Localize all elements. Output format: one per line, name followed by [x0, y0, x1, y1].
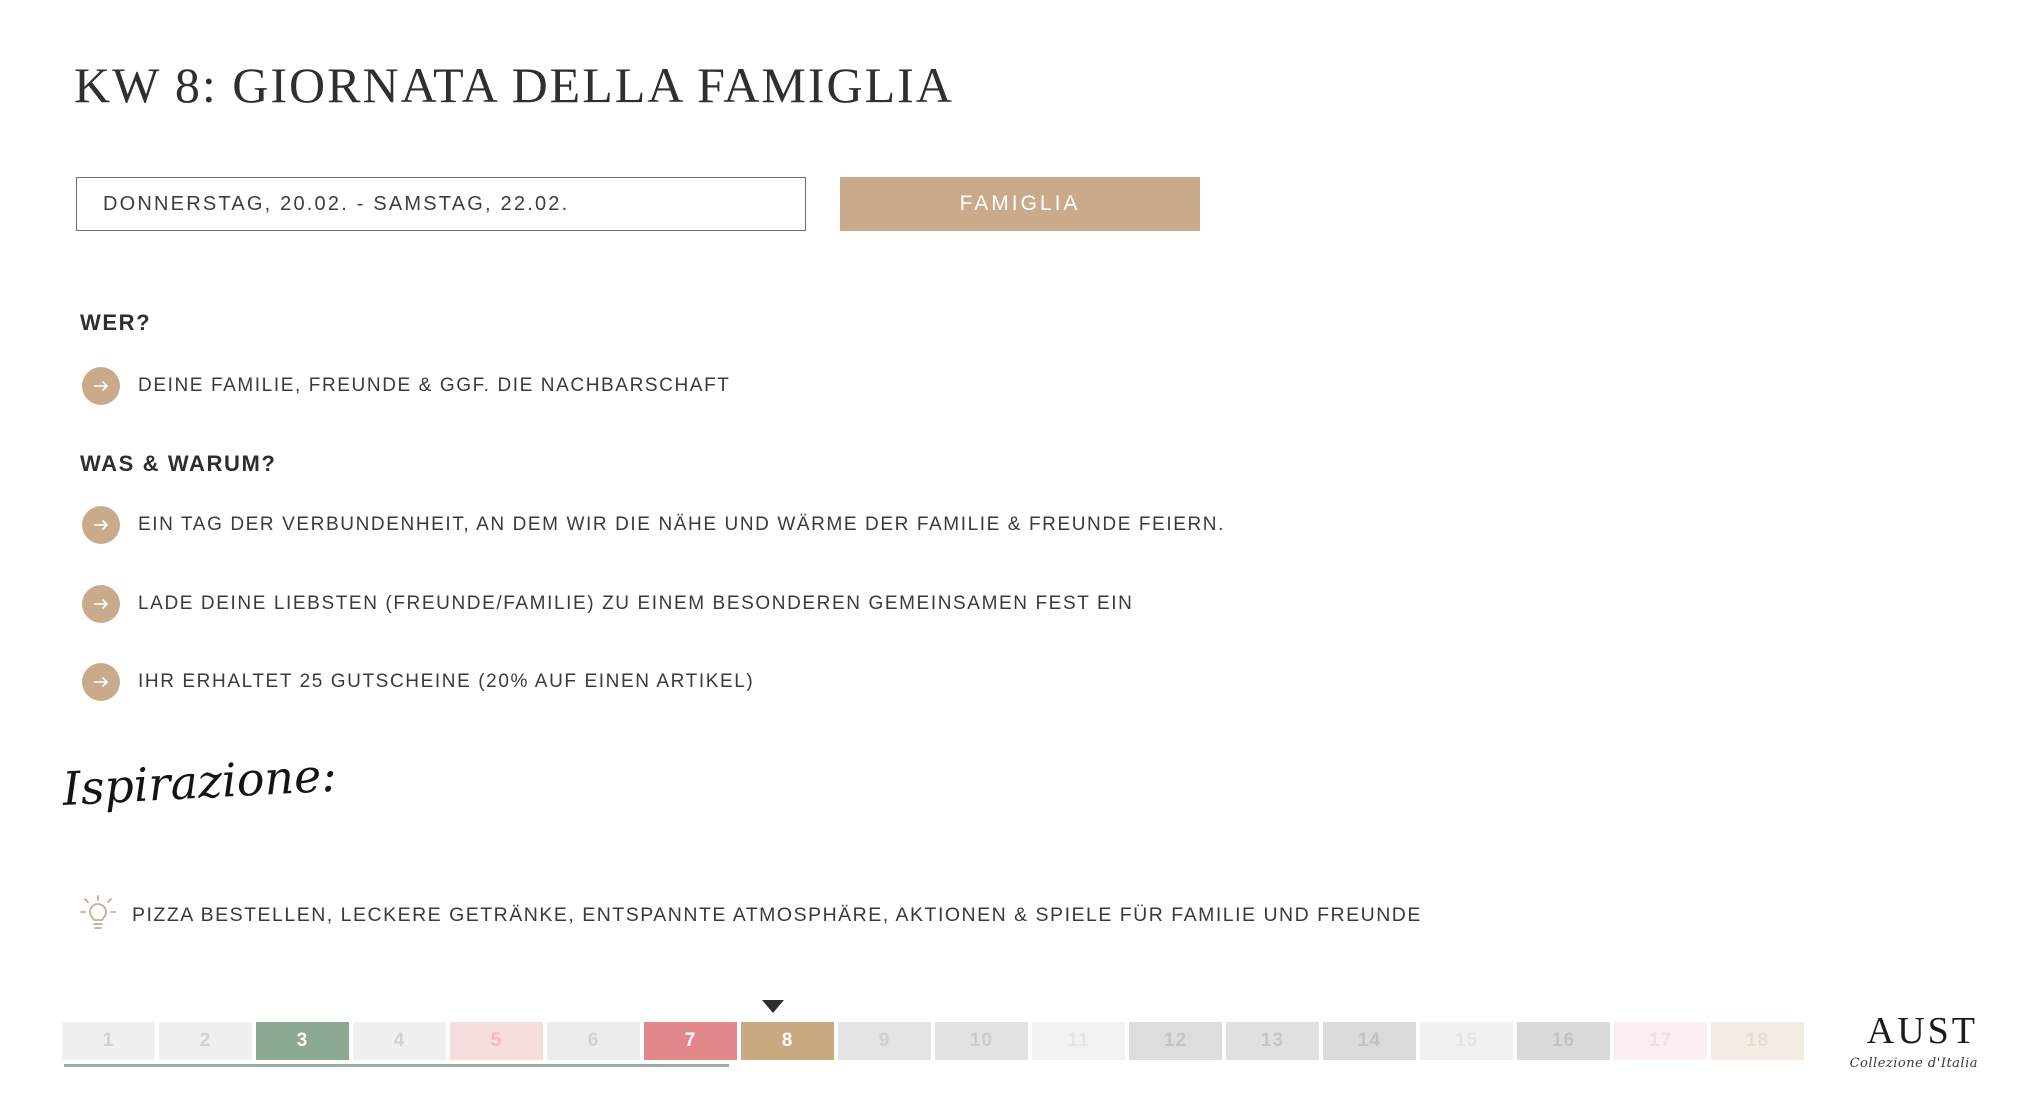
arrow-right-icon [82, 585, 120, 623]
week-cell-label: 3 [296, 1030, 309, 1051]
week-cell-label: 8 [781, 1030, 794, 1051]
week-cell-5[interactable] [450, 1022, 543, 1060]
week-cell-label: 17 [1648, 1030, 1673, 1051]
date-range-box: DONNERSTAG, 20.02. - SAMSTAG, 22.02. [76, 177, 806, 231]
section-heading-was: WAS & WARUM? [80, 451, 277, 476]
week-cell-label: 9 [878, 1030, 891, 1051]
week-cell-label: 14 [1357, 1030, 1382, 1051]
week-cell-12[interactable] [1129, 1022, 1222, 1060]
page-title: KW 8: GIORNATA DELLA FAMIGLIA [74, 57, 954, 113]
week-cell-10[interactable] [935, 1022, 1028, 1060]
campaign-tag-badge: FAMIGLIA [840, 177, 1200, 231]
week-cell-label: 2 [199, 1030, 212, 1051]
inspiration-heading: Ispirazione: [61, 747, 338, 816]
list-item [82, 663, 754, 701]
week-cell-1[interactable] [62, 1022, 155, 1060]
current-week-marker-icon [762, 1000, 784, 1013]
arrow-right-icon [82, 663, 120, 701]
week-cell-label: 1 [102, 1030, 115, 1051]
week-cell-17[interactable] [1614, 1022, 1707, 1060]
week-cell-label: 10 [969, 1030, 994, 1051]
list-item-label: EIN TAG DER VERBUNDENHEIT, AN DEM WIR DIE NÄHE UND WÄRME DER FAMILIE & FREUNDE FEIERN. [138, 514, 1226, 535]
week-cell-label: 7 [684, 1030, 697, 1051]
week-cell-7[interactable] [644, 1022, 737, 1060]
list-item-label: DEINE FAMILIE, FREUNDE & GGF. DIE NACHBARSCHAFT [138, 375, 731, 396]
week-cell-11[interactable] [1032, 1022, 1125, 1060]
week-cell-8[interactable] [741, 1022, 834, 1060]
lightbulb-icon [78, 893, 118, 937]
arrow-right-icon [82, 367, 120, 405]
week-strip [62, 1022, 1804, 1060]
week-cell-label: 5 [490, 1030, 503, 1051]
section-heading-wer: WER? [80, 310, 152, 335]
week-cell-16[interactable] [1517, 1022, 1610, 1060]
week-cell-label: 18 [1745, 1030, 1770, 1051]
list-item [82, 585, 1133, 623]
inspiration-row [78, 893, 1422, 937]
week-cell-6[interactable] [547, 1022, 640, 1060]
week-cell-13[interactable] [1226, 1022, 1319, 1060]
list-item [82, 367, 731, 405]
week-cell-label: 16 [1551, 1030, 1576, 1051]
week-cell-18[interactable] [1711, 1022, 1804, 1060]
week-cell-14[interactable] [1323, 1022, 1416, 1060]
list-item-label: LADE DEINE LIEBSTEN (FREUNDE/FAMILIE) ZU EINEM BESONDEREN GEMEINSAMEN FEST EIN [138, 593, 1134, 614]
week-cell-2[interactable] [159, 1022, 252, 1060]
arrow-right-icon [82, 506, 120, 544]
brand-logo [1850, 1012, 1978, 1071]
week-cell-label: 13 [1260, 1030, 1285, 1051]
logo-tagline: Collezione d'Italia [1849, 1056, 1978, 1071]
week-cell-9[interactable] [838, 1022, 931, 1060]
date-tag-row [76, 177, 1200, 231]
list-item [82, 506, 1225, 544]
week-cell-label: 11 [1067, 1030, 1090, 1051]
logo-name: AUST [1866, 1010, 1978, 1052]
week-cell-label: 15 [1454, 1030, 1479, 1051]
week-progress-bar [64, 1064, 729, 1067]
week-cell-label: 12 [1163, 1030, 1188, 1051]
inspiration-text: PIZZA BESTELLEN, LECKERE GETRÄNKE, ENTSPANNTE ATMOSPHÄRE, AKTIONEN & SPIELE FÜR FAMILIE UND FREUNDE [132, 903, 1422, 926]
week-cell-label: 4 [393, 1030, 406, 1051]
week-cell-4[interactable] [353, 1022, 446, 1060]
week-cell-3[interactable] [256, 1022, 349, 1060]
week-cell-15[interactable] [1420, 1022, 1513, 1060]
week-cell-label: 6 [587, 1030, 600, 1051]
list-item-label: IHR ERHALTET 25 GUTSCHEINE (20% AUF EINEN ARTIKEL) [138, 671, 755, 692]
